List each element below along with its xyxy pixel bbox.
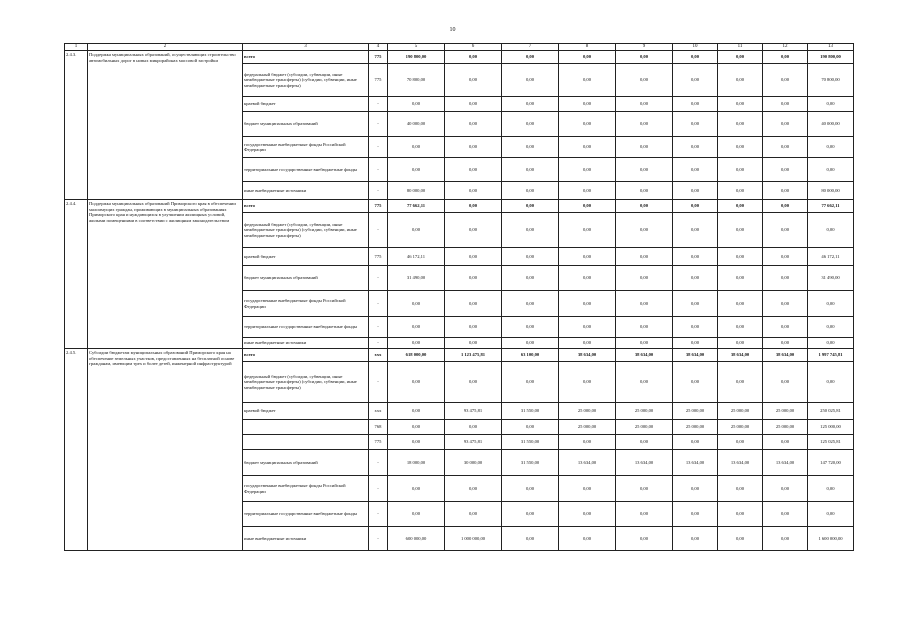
- amount-cell: 0,00: [673, 248, 718, 266]
- amount-cell: 0,00: [718, 476, 763, 502]
- amount-cell: 0,00: [502, 137, 559, 158]
- amount-cell: 0,00: [673, 435, 718, 450]
- amount-cell: 0,00: [673, 317, 718, 338]
- amount-cell: 0,00: [673, 291, 718, 317]
- header-row: [65, 44, 854, 51]
- amount-cell: 0,00: [763, 182, 808, 200]
- budget-code: 775: [369, 248, 388, 266]
- amount-cell: 0,00: [718, 97, 763, 112]
- amount-cell: 31 550,00: [502, 403, 559, 420]
- budget-table: [64, 43, 854, 551]
- budget-code: 775: [369, 435, 388, 450]
- funding-source: краевой бюджет: [243, 403, 369, 420]
- amount-cell: 0,00: [718, 137, 763, 158]
- amount-cell: 18 000,00: [388, 450, 445, 476]
- amount-cell: 0,00: [616, 476, 673, 502]
- amount-cell: 25 000,00: [559, 420, 616, 435]
- amount-cell: 0,00: [559, 476, 616, 502]
- budget-code: -: [369, 291, 388, 317]
- amount-cell: 0,00: [616, 137, 673, 158]
- amount-cell: 0,00: [445, 213, 502, 248]
- amount-cell: 600 000,00: [388, 527, 445, 551]
- amount-cell: 0,00: [445, 182, 502, 200]
- amount-cell: 0,00: [502, 51, 559, 64]
- amount-cell: 0,00: [502, 420, 559, 435]
- amount-cell: 0,00: [718, 502, 763, 527]
- amount-cell: 0,00: [502, 248, 559, 266]
- amount-cell: 13 634,00: [718, 450, 763, 476]
- column-number-header: 12: [763, 44, 808, 51]
- amount-cell: 77 662,11: [388, 200, 445, 213]
- amount-cell: 93 475,81: [445, 435, 502, 450]
- amount-cell: 0,00: [718, 158, 763, 182]
- amount-cell: 25 000,00: [616, 403, 673, 420]
- amount-cell: 0,00: [388, 137, 445, 158]
- amount-cell: 0,00: [445, 420, 502, 435]
- amount-cell: 0,00: [388, 158, 445, 182]
- funding-source: всего: [243, 200, 369, 213]
- amount-cell: 0,00: [763, 476, 808, 502]
- funding-source: [243, 435, 369, 450]
- amount-cell: 13 634,00: [763, 450, 808, 476]
- amount-cell: 0,00: [559, 137, 616, 158]
- amount-cell: 0,00: [445, 362, 502, 403]
- amount-cell: 0,00: [763, 527, 808, 551]
- funding-source: федеральный бюджет (субсидии, субвенции, иные межбюджетные трансферты) (субсидии, субвенции, иные межбюджетные трансферты): [243, 64, 369, 97]
- amount-cell: 93 475,81: [445, 403, 502, 420]
- amount-cell: 31 490,00: [388, 266, 445, 291]
- budget-code: -: [369, 317, 388, 338]
- amount-cell: 0,00: [808, 137, 854, 158]
- amount-cell: 0,00: [388, 317, 445, 338]
- amount-cell: 0,00: [559, 291, 616, 317]
- amount-cell: 0,00: [616, 182, 673, 200]
- amount-cell: 0,00: [763, 137, 808, 158]
- budget-code: -: [369, 137, 388, 158]
- amount-cell: 0,00: [718, 213, 763, 248]
- amount-cell: 0,00: [673, 502, 718, 527]
- amount-cell: 125 000,00: [808, 420, 854, 435]
- amount-cell: 40 000,00: [808, 112, 854, 137]
- funding-source: всего: [243, 349, 369, 362]
- amount-cell: 0,00: [808, 476, 854, 502]
- budget-code: -: [369, 476, 388, 502]
- amount-cell: 0,00: [718, 64, 763, 97]
- amount-cell: 0,00: [763, 338, 808, 349]
- amount-cell: 0,00: [445, 317, 502, 338]
- amount-cell: 25 000,00: [718, 420, 763, 435]
- amount-cell: 0,00: [502, 213, 559, 248]
- amount-cell: 1 997 745,81: [808, 349, 854, 362]
- funding-source: государственные внебюджетные фонды Российской Федерации: [243, 291, 369, 317]
- funding-source: федеральный бюджет (субсидии, субвенции, иные межбюджетные трансферты) (субсидии, субвенции, иные межбюджетные трансферты): [243, 362, 369, 403]
- amount-cell: 0,00: [388, 435, 445, 450]
- amount-cell: 25 000,00: [763, 420, 808, 435]
- column-number-header: 5: [388, 44, 445, 51]
- amount-cell: 0,00: [559, 64, 616, 97]
- amount-cell: 0,00: [718, 51, 763, 64]
- amount-cell: 0,00: [763, 502, 808, 527]
- amount-cell: 0,00: [559, 51, 616, 64]
- amount-cell: 40 000,00: [388, 112, 445, 137]
- amount-cell: 0,00: [718, 200, 763, 213]
- table-row: [65, 349, 854, 362]
- amount-cell: 0,00: [763, 291, 808, 317]
- amount-cell: 0,00: [502, 64, 559, 97]
- amount-cell: 13 634,00: [559, 450, 616, 476]
- amount-cell: 0,00: [616, 317, 673, 338]
- amount-cell: 0,00: [616, 435, 673, 450]
- amount-cell: 70 800,00: [808, 64, 854, 97]
- funding-source: краевой бюджет: [243, 248, 369, 266]
- amount-cell: 25 000,00: [616, 420, 673, 435]
- funding-source: всего: [243, 51, 369, 64]
- amount-cell: 31 550,00: [502, 450, 559, 476]
- amount-cell: 0,00: [718, 317, 763, 338]
- amount-cell: 0,00: [808, 97, 854, 112]
- amount-cell: 0,00: [718, 291, 763, 317]
- amount-cell: 250 025,81: [808, 403, 854, 420]
- amount-cell: 0,00: [445, 248, 502, 266]
- funding-source: иные внебюджетные источники: [243, 182, 369, 200]
- amount-cell: 125 025,81: [808, 435, 854, 450]
- amount-cell: 0,00: [616, 291, 673, 317]
- budget-code: -: [369, 450, 388, 476]
- amount-cell: 38 634,00: [559, 349, 616, 362]
- amount-cell: 0,00: [763, 51, 808, 64]
- funding-source: государственные внебюджетные фонды Российской Федерации: [243, 476, 369, 502]
- amount-cell: 0,00: [388, 403, 445, 420]
- budget-code: -: [369, 112, 388, 137]
- budget-code: -: [369, 502, 388, 527]
- column-number-header: 7: [502, 44, 559, 51]
- amount-cell: 0,00: [616, 527, 673, 551]
- amount-cell: 190 800,00: [808, 51, 854, 64]
- column-number-header: 1: [65, 44, 88, 51]
- amount-cell: 25 000,00: [673, 403, 718, 420]
- amount-cell: 80 000,00: [808, 182, 854, 200]
- funding-source: иные внебюджетные источники: [243, 338, 369, 349]
- amount-cell: 0,00: [445, 51, 502, 64]
- amount-cell: 0,00: [673, 158, 718, 182]
- amount-cell: 13 634,00: [616, 450, 673, 476]
- amount-cell: 77 662,11: [808, 200, 854, 213]
- budget-code: -: [369, 362, 388, 403]
- amount-cell: 0,00: [559, 317, 616, 338]
- amount-cell: 1 123 475,81: [445, 349, 502, 362]
- amount-cell: 0,00: [616, 158, 673, 182]
- page-number: 10: [449, 27, 456, 33]
- amount-cell: 147 720,00: [808, 450, 854, 476]
- amount-cell: 0,00: [388, 97, 445, 112]
- amount-cell: 0,00: [616, 362, 673, 403]
- amount-cell: 0,00: [502, 97, 559, 112]
- amount-cell: 0,00: [808, 502, 854, 527]
- amount-cell: 0,00: [445, 158, 502, 182]
- amount-cell: 0,00: [673, 200, 718, 213]
- amount-cell: 0,00: [718, 248, 763, 266]
- amount-cell: 0,00: [808, 317, 854, 338]
- amount-cell: 0,00: [673, 182, 718, 200]
- amount-cell: 0,00: [502, 527, 559, 551]
- amount-cell: 0,00: [616, 213, 673, 248]
- amount-cell: 0,00: [559, 362, 616, 403]
- amount-cell: 0,00: [502, 338, 559, 349]
- amount-cell: 31 550,00: [502, 435, 559, 450]
- column-number-header: 4: [369, 44, 388, 51]
- amount-cell: 46 172,11: [388, 248, 445, 266]
- amount-cell: 0,00: [559, 97, 616, 112]
- amount-cell: 0,00: [445, 476, 502, 502]
- section-title: Поддержка муниципальных образований Приморского края в обеспечении малоимущих граждан, проживающих в муниципальных образованиях Приморского края и нуждающихся в улучшении жилищных условий, жилыми помещениями в соответствии с жилищным законодательством: [88, 200, 243, 349]
- amount-cell: 38 634,00: [718, 349, 763, 362]
- column-number-header: 2: [88, 44, 243, 51]
- amount-cell: 80 000,00: [388, 182, 445, 200]
- amount-cell: 0,00: [559, 112, 616, 137]
- amount-cell: 25 000,00: [718, 403, 763, 420]
- amount-cell: 1 000 000,00: [445, 527, 502, 551]
- amount-cell: 0,00: [559, 182, 616, 200]
- amount-cell: 0,00: [673, 338, 718, 349]
- amount-cell: 0,00: [445, 291, 502, 317]
- amount-cell: 0,00: [502, 200, 559, 213]
- amount-cell: 0,00: [763, 435, 808, 450]
- funding-source: федеральный бюджет (субсидии, субвенции, иные межбюджетные трансферты) (субсидии, субвенции, иные межбюджетные трансферты): [243, 213, 369, 248]
- amount-cell: 0,00: [673, 97, 718, 112]
- amount-cell: 0,00: [559, 213, 616, 248]
- amount-cell: 0,00: [673, 137, 718, 158]
- amount-cell: 0,00: [559, 266, 616, 291]
- amount-cell: 0,00: [808, 158, 854, 182]
- amount-cell: 0,00: [559, 248, 616, 266]
- amount-cell: 0,00: [559, 200, 616, 213]
- amount-cell: 0,00: [763, 158, 808, 182]
- amount-cell: 0,00: [808, 213, 854, 248]
- amount-cell: 0,00: [763, 213, 808, 248]
- section-title: Поддержка муниципальных образований, осуществляющих строительство автомобильных дорог в новых микрорайонах массовой застройки: [88, 51, 243, 200]
- section-number: 2.4.4.: [65, 200, 88, 349]
- amount-cell: 25 000,00: [673, 420, 718, 435]
- amount-cell: 0,00: [616, 112, 673, 137]
- funding-source: иные внебюджетные источники: [243, 527, 369, 551]
- amount-cell: 0,00: [445, 266, 502, 291]
- section-number: 2.4.3.: [65, 51, 88, 200]
- amount-cell: 0,00: [616, 502, 673, 527]
- amount-cell: 0,00: [502, 291, 559, 317]
- amount-cell: 0,00: [808, 291, 854, 317]
- amount-cell: 63 100,00: [502, 349, 559, 362]
- funding-source: бюджет муниципальных образований: [243, 266, 369, 291]
- amount-cell: 0,00: [559, 527, 616, 551]
- funding-source: территориальные государственные внебюджетные фонды: [243, 502, 369, 527]
- amount-cell: 0,00: [388, 502, 445, 527]
- amount-cell: 0,00: [559, 158, 616, 182]
- amount-cell: 0,00: [559, 435, 616, 450]
- table-row: [65, 200, 854, 213]
- funding-source: государственные внебюджетные фонды Российской Федерации: [243, 137, 369, 158]
- amount-cell: 70 800,00: [388, 64, 445, 97]
- amount-cell: 0,00: [718, 182, 763, 200]
- table-row: [65, 51, 854, 64]
- budget-code: -: [369, 213, 388, 248]
- amount-cell: 0,00: [763, 317, 808, 338]
- budget-code: -: [369, 158, 388, 182]
- amount-cell: 0,00: [673, 51, 718, 64]
- amount-cell: 0,00: [763, 112, 808, 137]
- amount-cell: 0,00: [616, 51, 673, 64]
- amount-cell: 0,00: [502, 266, 559, 291]
- amount-cell: 0,00: [808, 362, 854, 403]
- budget-code: ххх: [369, 403, 388, 420]
- amount-cell: 0,00: [616, 64, 673, 97]
- amount-cell: 0,00: [388, 213, 445, 248]
- amount-cell: 0,00: [763, 64, 808, 97]
- amount-cell: 0,00: [673, 362, 718, 403]
- column-number-header: 11: [718, 44, 763, 51]
- amount-cell: 0,00: [718, 527, 763, 551]
- amount-cell: 0,00: [718, 338, 763, 349]
- amount-cell: 31 490,00: [808, 266, 854, 291]
- amount-cell: 0,00: [718, 266, 763, 291]
- amount-cell: 0,00: [616, 266, 673, 291]
- amount-cell: 0,00: [616, 200, 673, 213]
- budget-code: -: [369, 266, 388, 291]
- amount-cell: 0,00: [808, 338, 854, 349]
- section-title: Субсидии бюджетам муниципальных образований Приморского края на обеспечение земельных участков, предоставленных на бесплатной основе гражданам, имеющим трех и более детей, инженерной инфраструктурой: [88, 349, 243, 551]
- funding-source: краевой бюджет: [243, 97, 369, 112]
- amount-cell: 0,00: [718, 112, 763, 137]
- amount-cell: 0,00: [502, 502, 559, 527]
- budget-code: 768: [369, 420, 388, 435]
- funding-source: территориальные государственные внебюджетные фонды: [243, 158, 369, 182]
- budget-code: ххх: [369, 349, 388, 362]
- amount-cell: 0,00: [559, 502, 616, 527]
- amount-cell: 1 600 000,00: [808, 527, 854, 551]
- amount-cell: 0,00: [763, 248, 808, 266]
- amount-cell: 46 172,11: [808, 248, 854, 266]
- amount-cell: 0,00: [445, 137, 502, 158]
- funding-source: [243, 420, 369, 435]
- amount-cell: 0,00: [616, 338, 673, 349]
- budget-code: -: [369, 182, 388, 200]
- amount-cell: 618 000,00: [388, 349, 445, 362]
- amount-cell: 0,00: [388, 476, 445, 502]
- amount-cell: 0,00: [445, 338, 502, 349]
- budget-code: 775: [369, 51, 388, 64]
- funding-source: бюджет муниципальных образований: [243, 450, 369, 476]
- amount-cell: 0,00: [673, 112, 718, 137]
- column-number-header: 9: [616, 44, 673, 51]
- amount-cell: 0,00: [673, 213, 718, 248]
- amount-cell: 0,00: [718, 362, 763, 403]
- amount-cell: 38 634,00: [763, 349, 808, 362]
- amount-cell: 25 000,00: [763, 403, 808, 420]
- amount-cell: 0,00: [673, 266, 718, 291]
- amount-cell: 25 000,00: [559, 403, 616, 420]
- amount-cell: 0,00: [502, 158, 559, 182]
- amount-cell: 0,00: [502, 317, 559, 338]
- budget-code: -: [369, 97, 388, 112]
- amount-cell: 0,00: [388, 338, 445, 349]
- section-number: 2.4.5.: [65, 349, 88, 551]
- amount-cell: 0,00: [388, 362, 445, 403]
- budget-code: 775: [369, 64, 388, 97]
- funding-source: бюджет муниципальных образований: [243, 112, 369, 137]
- funding-source: территориальные государственные внебюджетные фонды: [243, 317, 369, 338]
- amount-cell: 0,00: [673, 64, 718, 97]
- amount-cell: 0,00: [763, 266, 808, 291]
- amount-cell: 0,00: [388, 291, 445, 317]
- budget-code: -: [369, 527, 388, 551]
- amount-cell: 0,00: [616, 97, 673, 112]
- amount-cell: 30 000,00: [445, 450, 502, 476]
- column-number-header: 3: [243, 44, 369, 51]
- amount-cell: 0,00: [445, 112, 502, 137]
- amount-cell: 0,00: [445, 502, 502, 527]
- amount-cell: 0,00: [502, 362, 559, 403]
- amount-cell: 0,00: [445, 97, 502, 112]
- budget-code: -: [369, 338, 388, 349]
- amount-cell: 0,00: [502, 112, 559, 137]
- amount-cell: 38 634,00: [673, 349, 718, 362]
- amount-cell: 190 800,00: [388, 51, 445, 64]
- amount-cell: 0,00: [673, 476, 718, 502]
- amount-cell: 0,00: [763, 97, 808, 112]
- amount-cell: 0,00: [388, 420, 445, 435]
- amount-cell: 38 634,00: [616, 349, 673, 362]
- amount-cell: 0,00: [763, 200, 808, 213]
- amount-cell: 0,00: [763, 362, 808, 403]
- amount-cell: 0,00: [673, 527, 718, 551]
- column-number-header: 10: [673, 44, 718, 51]
- amount-cell: 0,00: [502, 182, 559, 200]
- amount-cell: 0,00: [559, 338, 616, 349]
- amount-cell: 0,00: [445, 200, 502, 213]
- amount-cell: 0,00: [445, 64, 502, 97]
- amount-cell: 13 634,00: [673, 450, 718, 476]
- column-number-header: 8: [559, 44, 616, 51]
- amount-cell: 0,00: [616, 248, 673, 266]
- budget-code: 775: [369, 200, 388, 213]
- amount-cell: 0,00: [502, 476, 559, 502]
- column-number-header: 13: [808, 44, 854, 51]
- amount-cell: 0,00: [718, 435, 763, 450]
- column-number-header: 6: [445, 44, 502, 51]
